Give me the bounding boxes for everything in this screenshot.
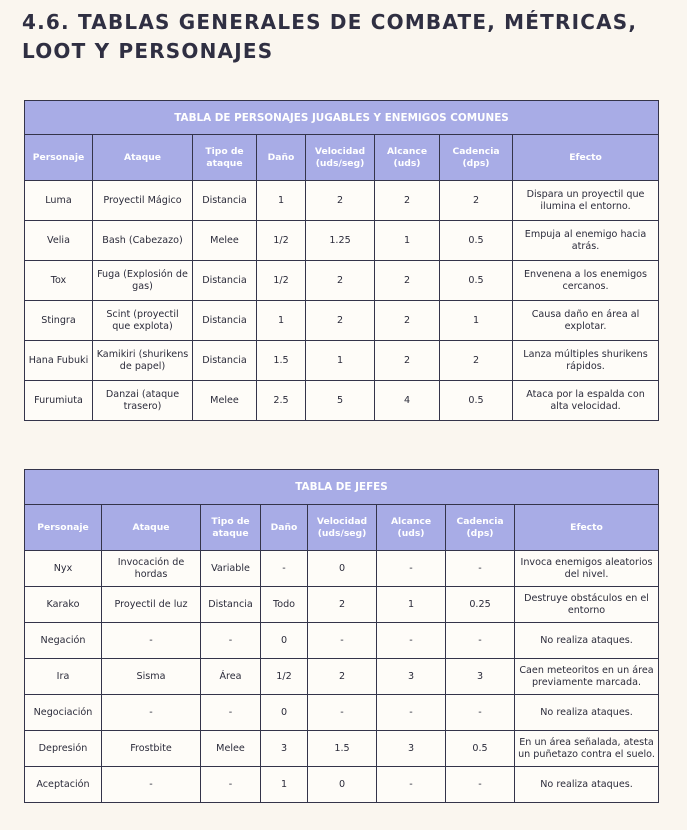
cell-velocidad: 2 <box>306 261 375 301</box>
cell-tipo-ataque: - <box>201 767 261 803</box>
cell-cadencia: - <box>446 623 515 659</box>
cell-dano: 3 <box>261 731 308 767</box>
header-efecto: Efecto <box>515 505 659 551</box>
cell-cadencia: 0.5 <box>446 731 515 767</box>
cell-tipo-ataque: - <box>201 695 261 731</box>
cell-tipo-ataque: Distancia <box>201 587 261 623</box>
cell-efecto: Invoca enemigos aleatorios del nivel. <box>515 551 659 587</box>
cell-dano: 1/2 <box>257 261 306 301</box>
cell-dano: 1 <box>257 181 306 221</box>
cell-alcance: - <box>377 551 446 587</box>
table-row <box>25 587 659 623</box>
cell-velocidad: 2 <box>306 301 375 341</box>
cell-ataque: Scint (proyectil que explota) <box>93 301 193 341</box>
header-personaje: Personaje <box>25 135 93 181</box>
table-row <box>25 551 659 587</box>
cell-tipo-ataque: Melee <box>193 221 257 261</box>
cell-alcance: 1 <box>375 221 440 261</box>
header-efecto: Efecto <box>513 135 659 181</box>
cell-alcance: 3 <box>377 659 446 695</box>
cell-ataque: - <box>102 767 201 803</box>
cell-efecto: Lanza múltiples shurikens rápidos. <box>513 341 659 381</box>
cell-alcance: - <box>377 767 446 803</box>
cell-personaje: Aceptación <box>25 767 102 803</box>
bosses-table-title: TABLA DE JEFES <box>25 470 659 505</box>
cell-personaje: Luma <box>25 181 93 221</box>
cell-velocidad: 1.25 <box>306 221 375 261</box>
cell-alcance: 1 <box>377 587 446 623</box>
cell-efecto: Destruye obstáculos en el entorno <box>515 587 659 623</box>
bosses-table <box>24 469 659 803</box>
cell-cadencia: 0.5 <box>440 381 513 421</box>
cell-alcance: - <box>377 695 446 731</box>
cell-dano: 1 <box>261 767 308 803</box>
cell-cadencia: - <box>446 695 515 731</box>
bosses-header-row <box>25 505 659 551</box>
cell-velocidad: 1 <box>306 341 375 381</box>
cell-tipo-ataque: Distancia <box>193 301 257 341</box>
table-row <box>25 623 659 659</box>
table-row <box>25 767 659 803</box>
header-dano: Daño <box>261 505 308 551</box>
cell-cadencia: 2 <box>440 181 513 221</box>
cell-efecto: Empuja al enemigo hacia atrás. <box>513 221 659 261</box>
cell-alcance: 2 <box>375 301 440 341</box>
characters-table <box>24 100 659 421</box>
cell-efecto: En un área señalada, atesta un puñetazo contra el suelo. <box>515 731 659 767</box>
cell-personaje: Stingra <box>25 301 93 341</box>
header-ataque: Ataque <box>93 135 193 181</box>
cell-dano: - <box>261 551 308 587</box>
cell-ataque: Proyectil Mágico <box>93 181 193 221</box>
cell-cadencia: 2 <box>440 341 513 381</box>
cell-personaje: Karako <box>25 587 102 623</box>
cell-tipo-ataque: Distancia <box>193 261 257 301</box>
cell-velocidad: - <box>308 623 377 659</box>
header-alcance: Alcance (uds) <box>375 135 440 181</box>
bosses-table-body <box>25 551 659 803</box>
cell-personaje: Ira <box>25 659 102 695</box>
header-tipo-ataque: Tipo de ataque <box>201 505 261 551</box>
table-row <box>25 381 659 421</box>
cell-dano: 1/2 <box>261 659 308 695</box>
cell-ataque: - <box>102 695 201 731</box>
cell-tipo-ataque: Melee <box>201 731 261 767</box>
cell-personaje: Negociación <box>25 695 102 731</box>
cell-alcance: 2 <box>375 181 440 221</box>
cell-cadencia: 1 <box>440 301 513 341</box>
cell-dano: 0 <box>261 623 308 659</box>
header-cadencia: Cadencia (dps) <box>440 135 513 181</box>
cell-dano: 1 <box>257 301 306 341</box>
cell-alcance: 3 <box>377 731 446 767</box>
cell-ataque: Kamikiri (shurikens de papel) <box>93 341 193 381</box>
cell-velocidad: 5 <box>306 381 375 421</box>
cell-personaje: Furumiuta <box>25 381 93 421</box>
cell-ataque: Invocación de hordas <box>102 551 201 587</box>
cell-velocidad: - <box>308 695 377 731</box>
cell-efecto: Ataca por la espalda con alta velocidad. <box>513 381 659 421</box>
header-personaje: Personaje <box>25 505 102 551</box>
header-velocidad: Velocidad (uds/seg) <box>306 135 375 181</box>
characters-table-title: TABLA DE PERSONAJES JUGABLES Y ENEMIGOS COMUNES <box>25 101 659 135</box>
cell-dano: Todo <box>261 587 308 623</box>
table-row <box>25 731 659 767</box>
table-row <box>25 659 659 695</box>
cell-efecto: Causa daño en área al explotar. <box>513 301 659 341</box>
cell-tipo-ataque: Distancia <box>193 181 257 221</box>
cell-tipo-ataque: - <box>201 623 261 659</box>
header-alcance: Alcance (uds) <box>377 505 446 551</box>
cell-personaje: Hana Fubuki <box>25 341 93 381</box>
cell-velocidad: 0 <box>308 767 377 803</box>
cell-cadencia: 0.5 <box>440 221 513 261</box>
cell-ataque: Proyectil de luz <box>102 587 201 623</box>
cell-velocidad: 1.5 <box>308 731 377 767</box>
cell-cadencia: - <box>446 551 515 587</box>
cell-cadencia: 0.5 <box>440 261 513 301</box>
header-dano: Daño <box>257 135 306 181</box>
cell-ataque: - <box>102 623 201 659</box>
cell-velocidad: 2 <box>306 181 375 221</box>
cell-ataque: Sisma <box>102 659 201 695</box>
section-title: 4.6. TABLAS GENERALES DE COMBATE, MÉTRICAS, LOOT Y PERSONAJES <box>22 10 638 63</box>
cell-tipo-ataque: Variable <box>201 551 261 587</box>
cell-efecto: Dispara un proyectil que ilumina el entorno. <box>513 181 659 221</box>
cell-dano: 1/2 <box>257 221 306 261</box>
header-velocidad: Velocidad (uds/seg) <box>308 505 377 551</box>
cell-efecto: No realiza ataques. <box>515 623 659 659</box>
cell-personaje: Negación <box>25 623 102 659</box>
table-row <box>25 221 659 261</box>
cell-efecto: No realiza ataques. <box>515 695 659 731</box>
header-cadencia: Cadencia (dps) <box>446 505 515 551</box>
cell-tipo-ataque: Melee <box>193 381 257 421</box>
cell-tipo-ataque: Área <box>201 659 261 695</box>
cell-alcance: - <box>377 623 446 659</box>
header-tipo-ataque: Tipo de ataque <box>193 135 257 181</box>
header-ataque: Ataque <box>102 505 201 551</box>
characters-header-row <box>25 135 659 181</box>
characters-table-body <box>25 181 659 421</box>
table-row <box>25 181 659 221</box>
table-row <box>25 261 659 301</box>
cell-alcance: 4 <box>375 381 440 421</box>
cell-efecto: Envenena a los enemigos cercanos. <box>513 261 659 301</box>
cell-velocidad: 2 <box>308 659 377 695</box>
cell-personaje: Nyx <box>25 551 102 587</box>
cell-dano: 1.5 <box>257 341 306 381</box>
cell-ataque: Bash (Cabezazo) <box>93 221 193 261</box>
cell-ataque: Fuga (Explosión de gas) <box>93 261 193 301</box>
cell-alcance: 2 <box>375 341 440 381</box>
cell-dano: 0 <box>261 695 308 731</box>
cell-ataque: Danzai (ataque trasero) <box>93 381 193 421</box>
table-row <box>25 301 659 341</box>
cell-ataque: Frostbite <box>102 731 201 767</box>
cell-efecto: Caen meteoritos en un área previamente marcada. <box>515 659 659 695</box>
cell-cadencia: 0.25 <box>446 587 515 623</box>
cell-tipo-ataque: Distancia <box>193 341 257 381</box>
cell-velocidad: 0 <box>308 551 377 587</box>
cell-alcance: 2 <box>375 261 440 301</box>
cell-dano: 2.5 <box>257 381 306 421</box>
table-row <box>25 341 659 381</box>
table-row <box>25 695 659 731</box>
cell-cadencia: 3 <box>446 659 515 695</box>
cell-efecto: No realiza ataques. <box>515 767 659 803</box>
cell-personaje: Depresión <box>25 731 102 767</box>
cell-cadencia: - <box>446 767 515 803</box>
cell-personaje: Velia <box>25 221 93 261</box>
cell-velocidad: 2 <box>308 587 377 623</box>
cell-personaje: Tox <box>25 261 93 301</box>
